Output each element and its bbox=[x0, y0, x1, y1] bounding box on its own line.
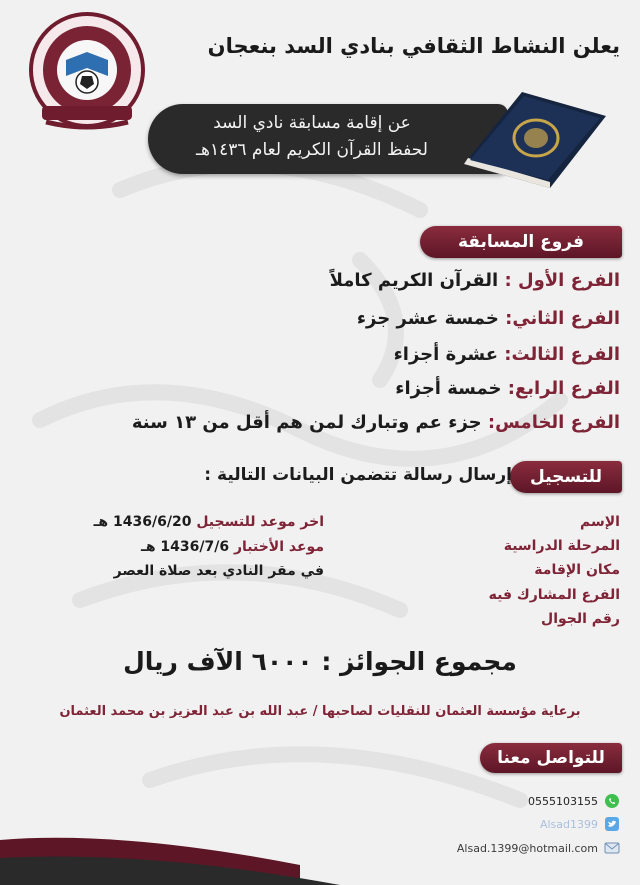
banner-text bbox=[172, 110, 452, 164]
club-logo bbox=[28, 10, 146, 140]
phone-number[interactable]: 0555103155 bbox=[528, 794, 598, 808]
required-field: المرحلة الدراسية bbox=[503, 538, 620, 554]
branches-heading: فروع المسابقة bbox=[420, 226, 622, 258]
exam-date bbox=[141, 539, 324, 555]
date-value: 1436/7/6 هـ bbox=[141, 539, 230, 555]
registration-heading: للتسجيل bbox=[510, 461, 622, 493]
branch-label: الفرع الرابع: bbox=[507, 378, 620, 399]
exam-location: في مقر النادي بعد صلاة العصر bbox=[113, 563, 324, 579]
branch-item bbox=[394, 344, 620, 365]
required-field: الفرع المشارك فيه bbox=[488, 587, 620, 603]
branch-item bbox=[395, 378, 620, 399]
prizes-total: مجموع الجوائز : ٦٠٠٠ الآف ريال bbox=[123, 647, 517, 676]
contact-heading: للتواصل معنا bbox=[480, 743, 622, 773]
twitter-handle[interactable]: Alsad1399 bbox=[539, 817, 598, 831]
registration-intro: إرسال رسالة تتضمن البيانات التالية : bbox=[204, 465, 512, 485]
required-field: مكان الإقامة bbox=[534, 562, 620, 578]
contact-phone-row bbox=[528, 791, 620, 811]
email-address[interactable]: Alsad.1399@hotmail.com bbox=[456, 841, 598, 855]
required-field: رقم الجوال bbox=[541, 611, 620, 627]
quran-book-icon bbox=[460, 86, 610, 190]
sponsor-text: برعاية مؤسسة العثمان للنقليات لصاحبها / عبد الله بن عبد العزيز بن محمد العثمان bbox=[59, 704, 581, 719]
date-label: اخر موعد للتسجيل bbox=[196, 514, 324, 530]
banner-line-1: عن إقامة مسابقة نادي السد bbox=[213, 113, 411, 133]
branch-label: الفرع الأول : bbox=[504, 270, 620, 291]
date-value: 1436/6/20 هـ bbox=[93, 514, 192, 530]
branch-value: القرآن الكريم كاملاً bbox=[329, 270, 499, 291]
branch-label: الفرع الثاني: bbox=[505, 308, 620, 329]
branch-value: خمسة أجزاء bbox=[395, 378, 502, 399]
required-field: الإسم bbox=[580, 514, 620, 530]
date-label: موعد الأختبار bbox=[233, 539, 324, 555]
headline: يعلن النشاط الثقافي بنادي السد بنعجان bbox=[207, 34, 620, 58]
banner-line-2: لحفظ القرآن الكريم لعام ١٤٣٦هـ bbox=[196, 140, 428, 160]
branch-item bbox=[330, 270, 620, 291]
branch-value: خمسة عشر جزء bbox=[356, 308, 499, 329]
branch-item bbox=[357, 308, 620, 329]
branch-item bbox=[132, 412, 620, 433]
branch-label: الفرع الثالث: bbox=[504, 344, 620, 365]
branch-value: عشرة أجزاء bbox=[393, 344, 499, 365]
branch-value: جزء عم وتبارك لمن هم أقل من ١٣ سنة bbox=[131, 412, 482, 433]
branch-label: الفرع الخامس: bbox=[487, 412, 620, 433]
footer-decoration bbox=[0, 817, 640, 885]
whatsapp-icon bbox=[604, 793, 620, 809]
registration-deadline bbox=[94, 514, 324, 530]
